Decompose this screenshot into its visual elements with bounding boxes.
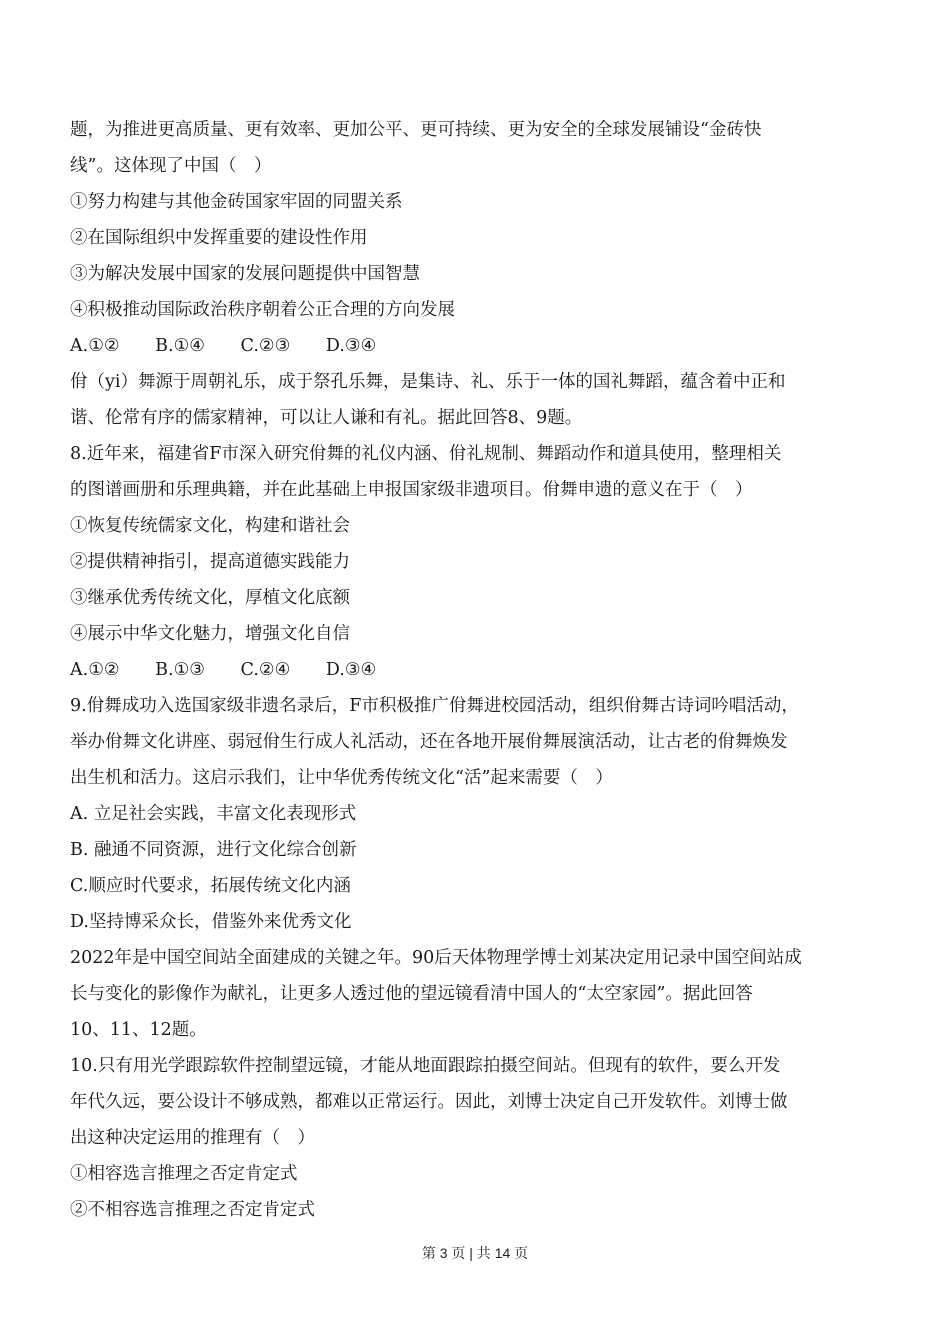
q8-item-2: ②提供精神指引，提高道德实践能力 — [70, 552, 350, 572]
q7-options — [70, 328, 882, 364]
q7-option-b: B.①④ — [155, 336, 205, 356]
document-page — [70, 112, 882, 1228]
q9-stem-line-1: 9.佾舞成功入选国家级非遗名录后，F市积极推广佾舞进校园活动，组织佾舞古诗词吟唱活动， — [70, 696, 799, 716]
material-10-12-line-3: 10、11、12题。 — [70, 1020, 207, 1040]
q8-stem-line-1: 8.近年来，福建省F市深入研究佾舞的礼仪内涵、佾礼规制、舞蹈动作和道具使用，整理相关 — [70, 444, 782, 464]
q9-stem-line-3: 出生机和活力。这启示我们，让中华优秀传统文化“活”起来需要（ ） — [70, 768, 613, 788]
q8-item-1: ①恢复传统儒家文化，构建和谐社会 — [70, 516, 350, 536]
q10-item-2: ②不相容选言推理之否定肯定式 — [70, 1200, 315, 1220]
q8-option-b: B.①③ — [155, 660, 205, 680]
q7-option-a: A.①② — [70, 336, 120, 356]
q7-option-d: D.③④ — [325, 336, 377, 356]
q10-item-1: ①相容选言推理之否定肯定式 — [70, 1164, 298, 1184]
q7-stem-line-1: 题，为推进更高质量、更有效率、更加公平、更可持续、更为安全的全球发展铺设“金砖快 — [70, 120, 762, 140]
q8-options — [70, 652, 882, 688]
material-10-12-line-1: 2022年是中国空间站全面建成的关键之年。90后天体物理学博士刘某决定用记录中国空间站成 — [70, 948, 802, 968]
page-footer: 第 3 页 | 共 14 页 — [421, 1245, 529, 1261]
q7-item-1: ①努力构建与其他金砖国家牢固的同盟关系 — [70, 192, 403, 212]
q8-stem-line-2: 的图谱画册和乐理典籍，并在此基础上申报国家级非遗项目。佾舞申遗的意义在于（ ） — [70, 480, 753, 500]
q10-stem-line-2: 年代久远，要公设计不够成熟，都难以正常运行。因此，刘博士决定自己开发软件。刘博士做 — [70, 1092, 788, 1112]
q7-item-3: ③为解决发展中国家的发展问题提供中国智慧 — [70, 264, 420, 284]
q7-item-2: ②在国际组织中发挥重要的建设性作用 — [70, 228, 368, 248]
q7-item-4: ④积极推动国际政治秩序朝着公正合理的方向发展 — [70, 300, 455, 320]
q10-stem-line-3: 出这种决定运用的推理有（ ） — [70, 1128, 315, 1148]
q10-stem-line-1: 10.只有用光学跟踪软件控制望远镜，才能从地面跟踪拍摄空间站。但现有的软件，要么开发 — [70, 1056, 781, 1076]
q8-item-4: ④展示中华文化魅力，增强文化自信 — [70, 624, 350, 644]
q8-option-a: A.①② — [70, 660, 120, 680]
q7-option-c: C.②③ — [240, 336, 291, 356]
q9-option-c: C.顺应时代要求，拓展传统文化内涵 — [70, 876, 351, 896]
material-8-9-line-2: 谐、伦常有序的儒家精神，可以让人谦和有礼。据此回答8、9题。 — [70, 408, 583, 428]
q7-stem-line-2: 线”。这体现了中国（ ） — [70, 156, 272, 176]
q9-option-a: A. 立足社会实践，丰富文化表现形式 — [70, 804, 357, 824]
q8-option-d: D.③④ — [325, 660, 377, 680]
q9-stem-line-2: 举办佾舞文化讲座、弱冠佾生行成人礼活动，还在各地开展佾舞展演活动，让古老的佾舞焕发 — [70, 732, 788, 752]
q9-option-b: B. 融通不同资源，进行文化综合创新 — [70, 840, 357, 860]
q8-option-c: C.②④ — [240, 660, 291, 680]
material-8-9-line-1: 佾（yi）舞源于周朝礼乐，成于祭孔乐舞，是集诗、礼、乐于一体的国礼舞蹈，蕴含着中正和 — [70, 372, 786, 392]
q9-option-d: D.坚持博采众长，借鉴外来优秀文化 — [70, 912, 352, 932]
material-10-12-line-2: 长与变化的影像作为献礼，让更多人透过他的望远镜看清中国人的“太空家园”。据此回答 — [70, 984, 753, 1004]
q8-item-3: ③继承优秀传统文化，厚植文化底额 — [70, 588, 350, 608]
